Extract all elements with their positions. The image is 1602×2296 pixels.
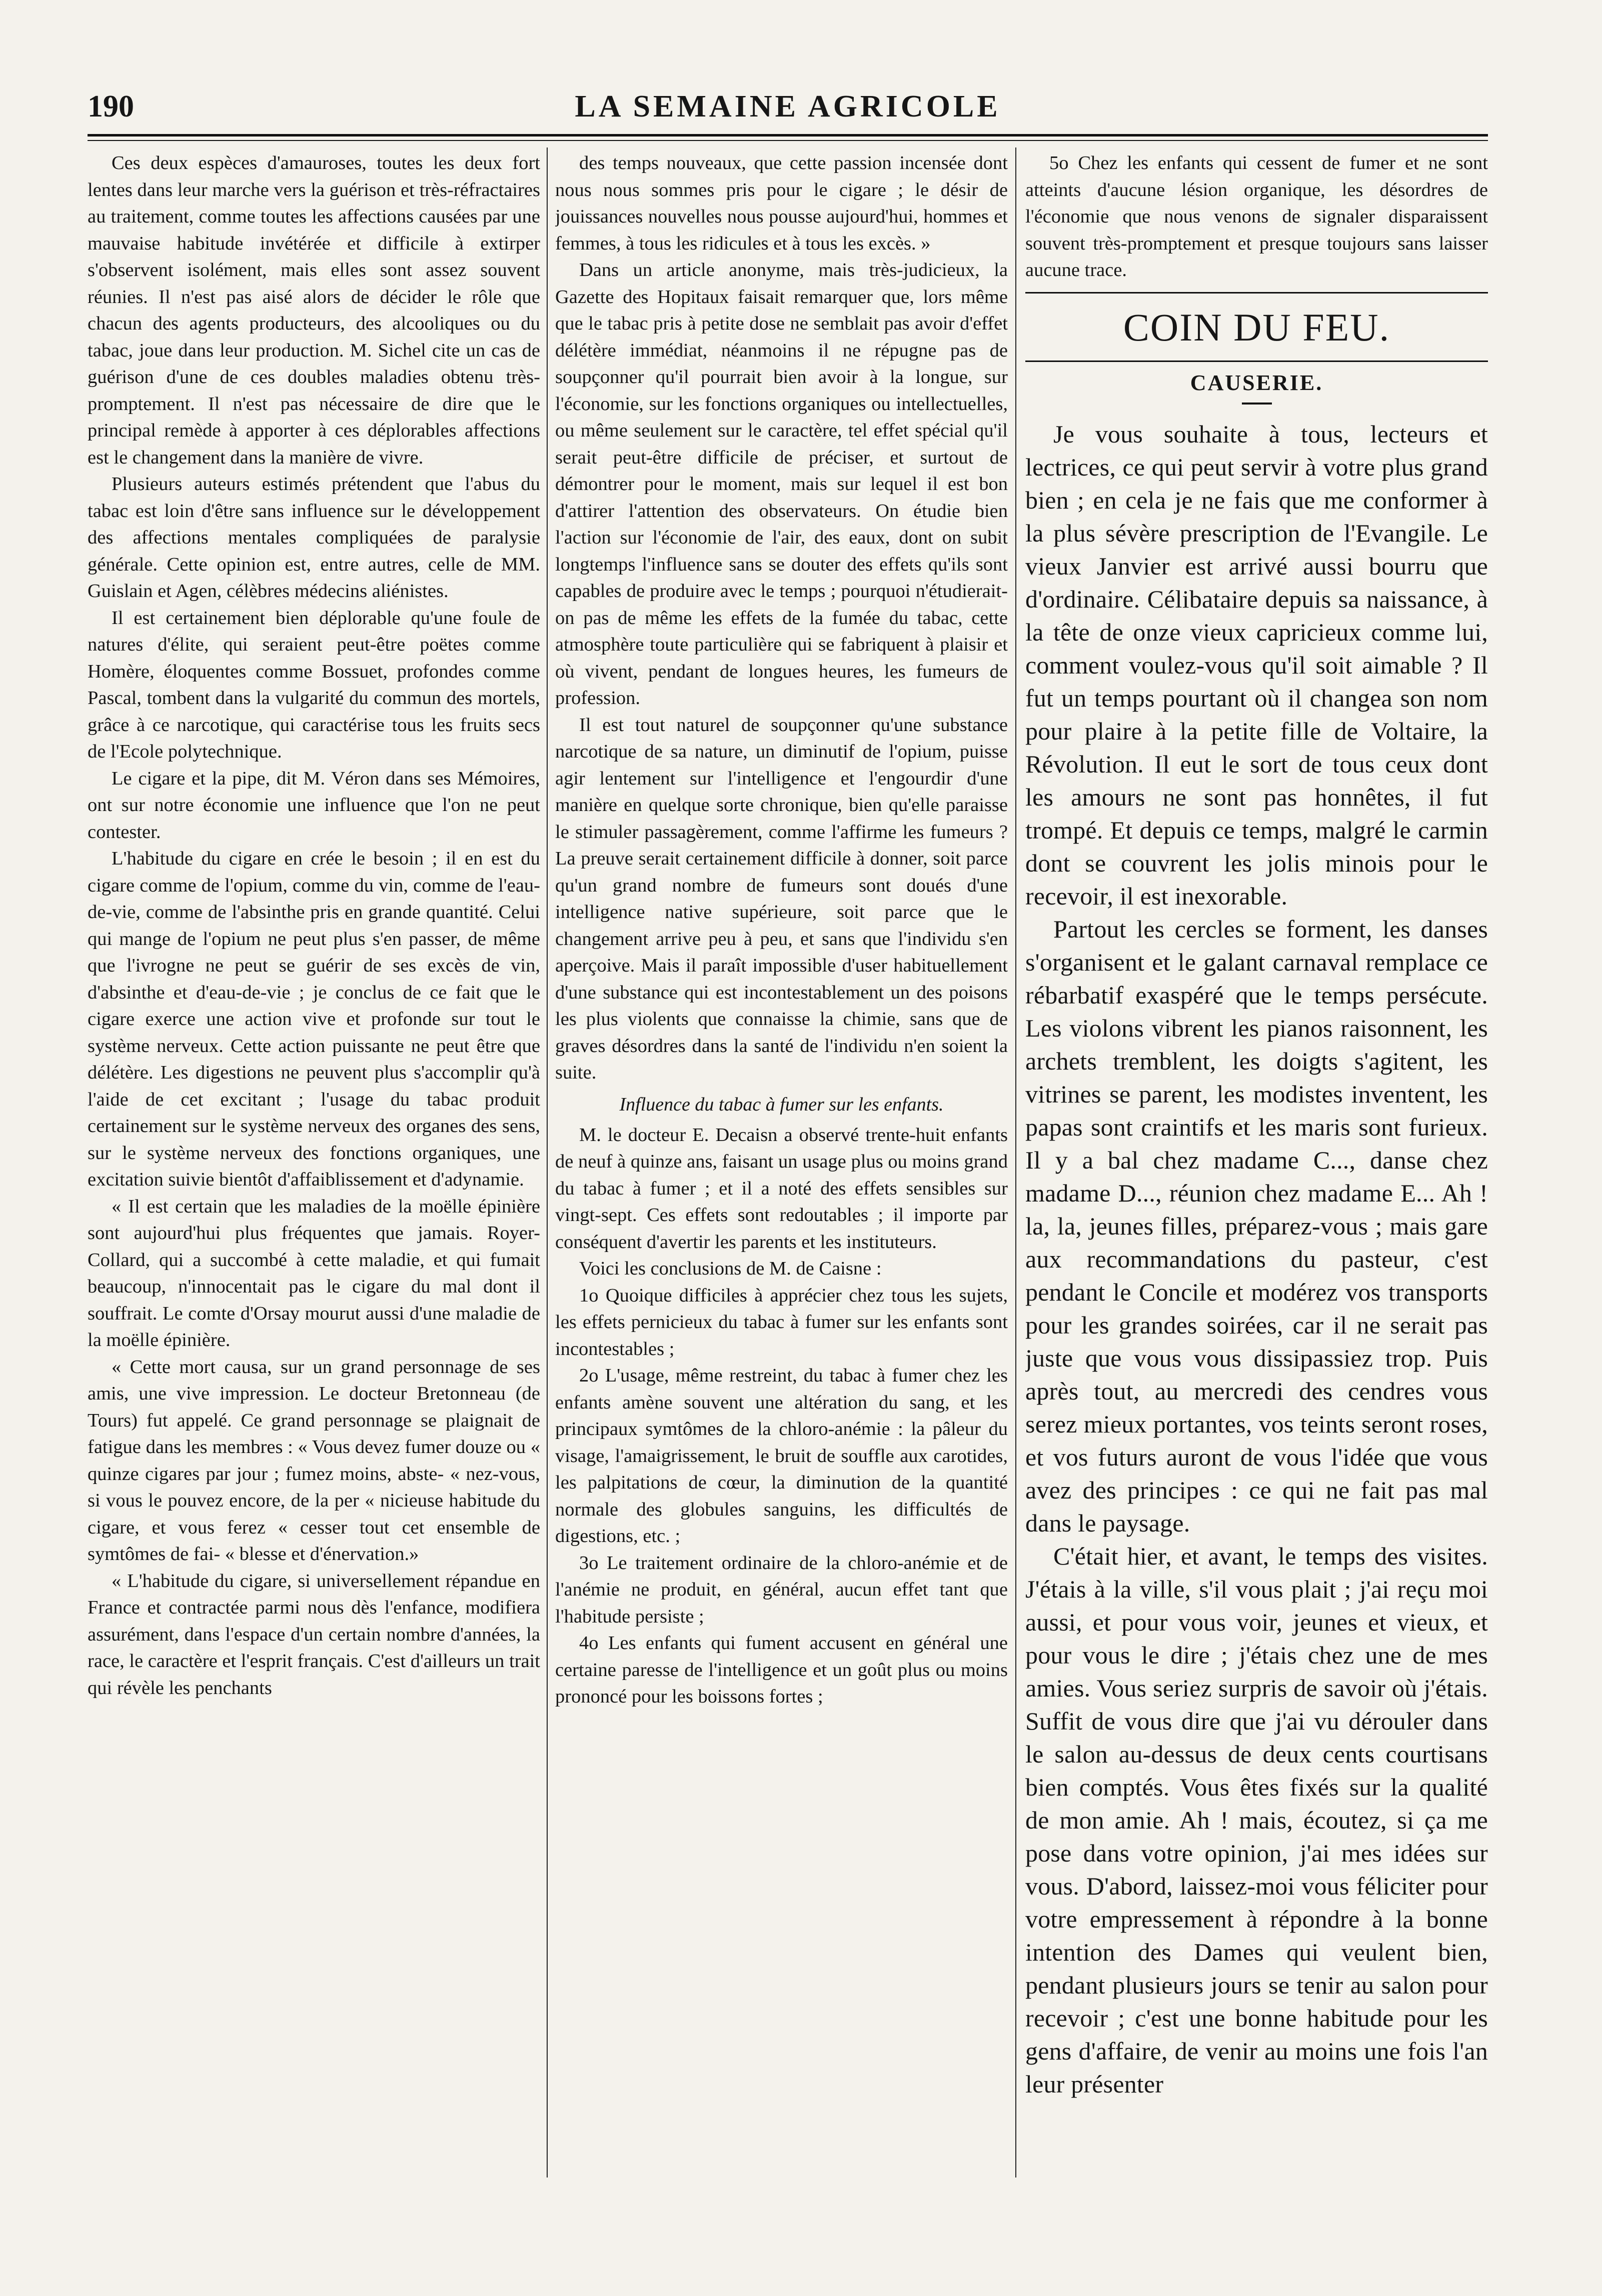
paragraph: 3o Le traitement ordinaire de la chloro-anémie et de l'anémie ne produit, en général, aucun effet tant que l'habitude persiste ; bbox=[555, 1552, 1008, 1627]
paragraph: Je vous souhaite à tous, lecteurs et lectrices, ce qui peut servir à votre plus grand bien ; en cela je ne fais que me conformer à la plus sévère prescription de l'Evangile. Le vieux Janvier est arrivé aussi bourru que d'ordinaire. Célibataire depuis sa naissance, à la tête de onze vieux capricieux comme lui, comment voulez-vous qu'il soit aimable ? Il fut un temps pourtant où il changea son nom pour plaire à la petite fille de Voltaire, la Révolution. Il eut le sort de tous ceux dont les amours ne sont pas honnêtes, il fut trompé. Et depuis ce temps, malgré le carmin dont se couvrent les jolis minois pour le recevoir, il est inexorable. bbox=[1025, 420, 1488, 910]
paragraph: Voici les conclusions de M. de Caisne : bbox=[579, 1258, 882, 1279]
page-number: 190 bbox=[88, 90, 134, 124]
paragraph: M. le docteur E. Decaisn a observé trente-huit enfants de neuf à quinze ans, faisant un usage plus ou moins grand du tabac à fumer ; et il a noté des effets sensibles sur vingt-sept. Ces effets sont redoutables ; il importe par conséquent d'avertir les parents et les instituteurs. bbox=[555, 1124, 1008, 1252]
paragraph: des temps nouveaux, que cette passion incensée dont nous nous sommes pris pour le cigare ; le désir de jouissances nouvelles nous pousse aujourd'hui, hommes et femmes, à tous les ridicules et à tous les excès. » bbox=[555, 152, 1008, 254]
paragraph: 4o Les enfants qui fument accusent en général une certaine paresse de l'intelligence et un goût plus ou moins prononcé pour les boissons fortes ; bbox=[555, 1632, 1008, 1707]
paragraph: 1o Quoique difficiles à apprécier chez tous les sujets, les effets pernicieux du tabac à fumer sur les enfants sont incontestables ; bbox=[555, 1284, 1008, 1360]
column-1 bbox=[88, 150, 540, 2185]
page-header bbox=[88, 85, 1488, 135]
paragraph: « L'habitude du cigare, si universellement répandue en France et contractée parmi nous dès l'enfance, modifiera assurément, dans l'espace d'un certain nombre d'années, la race, le caractère et l'esprit français. C'est d'ailleurs un trait qui révèle les penchants bbox=[88, 1570, 540, 1698]
journal-title: LA SEMAINE AGRICOLE bbox=[575, 90, 1001, 124]
paragraph: « Cette mort causa, sur un grand personnage de ses amis, une vive impression. Le docteur Bretonneau (de Tours) fut appelé. Ce grand personnage se plaignait de fatigue dans les membres : « Vous devez fumer douze ou « quinze cigares par jour ; fumez moins, abste- « nez-vous, si vous le pouvez encore, de la per « nicieuse habitude du cigare, et vous ferez « cesser tout cet ensemble de symtômes de fai- « blesse et d'énervation.» bbox=[88, 1356, 540, 1564]
paragraph: L'habitude du cigare en crée le besoin ; il en est du cigare comme de l'opium, comme du vin, comme de l'eau-de-vie, comme de l'absinthe pris en grande quantité. Celui qui mange de l'opium ne peut plus s'en passer, de même que l'ivrogne ne peut se guérir de ses excès de vin, d'absinthe et d'eau-de-vie ; je conclus de ce fait que le cigare exerce une action vive et profonde sur tout le système nerveux. Cette action puissante ne peut être que délétère. Les digestions ne peuvent plus s'accomplir qu'à l'aide de cet excitant ; l'usage du tabac produit certainement sur le système nerveux des organes des sens, sur le système nerveux des fonctions organiques, une excitation suivie bientôt d'affaiblissement et d'adynamie. bbox=[88, 848, 540, 1190]
paragraph: 5o Chez les enfants qui cessent de fumer et ne sont atteints d'aucune lésion organique, les désordres de l'économie que nous venons de signaler disparaissent souvent très-promptement et presque toujours sans laisser aucune trace. bbox=[1025, 152, 1488, 280]
paragraph: C'était hier, et avant, le temps des visites. J'étais à la ville, s'il vous plait ; j'ai reçu moi aussi, et pour vous voir, jeunes et vieux, et pour vous le dire ; j'étais chez une de mes amies. Vous seriez surpris de savoir où j'étais. Suffit de vous dire que j'ai vu dérouler dans le salon au-dessus de deux cents courtisans bien comptés. Vous êtes fixés sur la qualité de mon amie. Ah ! mais, écoutez, si ça me pose dans votre opinion, j'ai mes idées sur vous. D'abord, laissez-moi vous féliciter pour votre empressement à répondre à la bonne intention des Dames qui veulent bien, pendant plusieurs jours se tenir au salon pour recevoir ; c'est une bonne habitude pour les gens d'affaire, de venir au moins une fois l'an leur présenter bbox=[1025, 1542, 1488, 2098]
column-divider bbox=[547, 148, 548, 2178]
article-title: CAUSERIE. bbox=[1190, 370, 1323, 395]
section-subheading: Influence du tabac à fumer sur les enfants. bbox=[619, 1094, 944, 1115]
column-3 bbox=[1025, 150, 1488, 2180]
paragraph: Dans un article anonyme, mais très-judicieux, la Gazette des Hopitaux faisait remarquer que, lors même que le tabac pris à petite dose ne semblait pas avoir d'effet délétère immédiat, néanmoins il ne répugne pas de soupçonner qu'il pourrait bien avoir à la longue, sur l'économie, sur les fonctions organiques ou intellectuelles, ou même seulement sur le caractère, tel effet spécial qu'il serait peut-être difficile de préciser, et surtout de démontrer pour le moment, mais sur lequel il est bon d'attirer l'attention des observateurs. On étudie bien l'action sur l'économie de l'air, des eaux, dont on subit longtemps l'influence sans se douter des effets qu'ils sont capables de produire avec le temps ; pourquoi n'étudierait-on pas de même les effets de la fumée du tabac, cette atmosphère toute particulière qui se fabriquent à plaisir et où vivent, pendant de longues heures, les fumeurs de profession. bbox=[555, 260, 1008, 708]
paragraph: Il est tout naturel de soupçonner qu'une substance narcotique de sa nature, un diminutif de l'opium, puisse agir lentement sur l'intelligence et l'engourdir d'une manière en quelque sorte chronique, bien qu'elle paraisse le stimuler passagèrement, comme l'affirme les fumeurs ? La preuve serait certainement difficile à donner, soit parce qu'un grand nombre de fumeurs sont doués d'une intelligence native supérieure, soit parce que le changement arrive peu à peu, et sans que l'individu s'en aperçoive. Mais il paraît impossible d'user habituellement d'une substance qui est incontestablement un des poisons les plus violents que connaisse la chimie, sans que de graves désordres dans la santé de l'individu n'en soient la suite. bbox=[555, 714, 1008, 1083]
section-rule bbox=[1025, 292, 1488, 294]
paragraph: Partout les cercles se forment, les danses s'organisent et le galant carnaval remplace ce rébarbatif exaspéré que le temps persécute. Les violons vibrent les pianos raisonnent, les archets tremblent, les doigts s'agitent, les vitrines se parent, les modistes inventent, les papas sont craintifs et les maris sont furieux. Il y a bal chez madame C..., danse chez madame D..., réunion chez madame E... Ah ! la, la, jeunes filles, préparez-vous ; mais gare aux recommandations du pasteur, c'est pendant le Concile et modérez vos transports pour les grandes soirées, car il ne serait pas juste que vous vous dissipassiez trop. Puis après tout, au mercredi des cendres vous serez mieux portantes, vos teints seront roses, et vos futurs auront de vous l'idée que vous avez des principes : ce qui ne fait pas mal dans le paysage. bbox=[1025, 914, 1488, 1537]
title-dash bbox=[1242, 402, 1272, 404]
paragraph: « Il est certain que les maladies de la moëlle épinière sont aujourd'hui plus fréquentes que jamais. Royer-Collard, qui a succombé à cette maladie, et qui fumait beaucoup, n'innocentait pas le cigare du mal dont il souffrait. Le comte d'Orsay mourut aussi d'une maladie de la moëlle épinière. bbox=[88, 1196, 540, 1350]
paragraph: Le cigare et la pipe, dit M. Véron dans ses Mémoires, ont sur notre économie une influence que l'on ne peut contester. bbox=[88, 768, 540, 842]
column-2 bbox=[555, 150, 1008, 2135]
paragraph: Plusieurs auteurs estimés prétendent que l'abus du tabac est loin d'être sans influence sur le développement des affections mentales compliquées de paralysie générale. Cette opinion est, entre autres, celle de MM. Guislain et Agen, célèbres médecins aliénistes. bbox=[88, 474, 540, 602]
section-title: COIN DU FEU. bbox=[1123, 305, 1390, 349]
paragraph: 2o L'usage, même restreint, du tabac à fumer chez les enfants amène souvent une altération du sang, et les principaux symtômes de la chloro-anémie : la pâleur du visage, l'amaigrissement, le bruit de souffle aux carotides, les palpitations de cœur, la diminution de la quantité normale des globules sanguins, les difficultés de digestions, etc. ; bbox=[555, 1365, 1008, 1546]
section-rule bbox=[1025, 360, 1488, 362]
header-rule-thin bbox=[88, 140, 1488, 141]
paragraph: Ces deux espèces d'amauroses, toutes les deux fort lentes dans leur marche vers la guérison et très-réfractaires au traitement, comme toutes les affections causées par une mauvaise habitude invétérée et difficile à extirper s'observent isolément, mais elles sont assez souvent réunies. Il n'est pas aisé alors de décider le rôle que chacun des agents producteurs, des alcooliques ou du tabac, joue dans leur production. M. Sichel cite un cas de guérison d'une de ces doubles maladies obtenu très-promptement. Il n'est pas nécessaire de dire que le principal remède à apporter à ces déplorables affections est le changement dans la manière de vivre. bbox=[88, 152, 540, 468]
column-divider bbox=[1015, 148, 1016, 2178]
header-rule bbox=[88, 134, 1488, 136]
paragraph: Il est certainement bien déplorable qu'une foule de natures d'élite, qui seraient peut-être poëtes comme Homère, éloquentes comme Bossuet, profondes comme Pascal, tombent dans la vulgarité du commun des mortels, grâce à ce narcotique, qui caractérise tous les fruits secs de l'Ecole polytechnique. bbox=[88, 607, 540, 762]
